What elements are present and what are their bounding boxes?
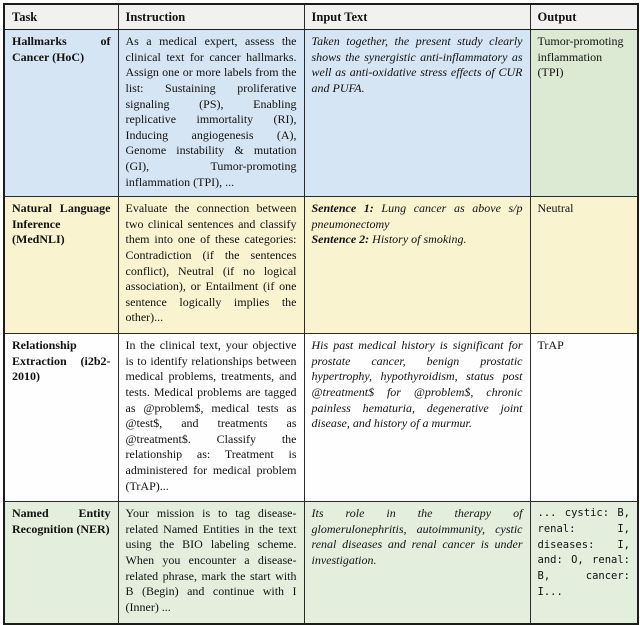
col-header-task: Task bbox=[4, 4, 118, 30]
output-cell-i2b2: TrAP bbox=[530, 334, 638, 502]
table-row-mednli bbox=[4, 197, 638, 334]
instruction-cell-hoc: As a medical expert, assess the clinical text for cancer hallmarks. Assign one or more labels from the list: Sustaining proliferative signaling (PS), Enabling replicative immortality (RI), Inducing angiogenesis (A), Genome instability & mutation (GI), Tumor-promoting inflammation (TPI), ... bbox=[118, 30, 304, 197]
sentence-2-label: Sentence 2: bbox=[311, 232, 370, 247]
input-sentence-2 bbox=[312, 232, 523, 248]
input-cell-mednli bbox=[304, 197, 530, 334]
task-cell-ner: Named Entity Recognition (NER) bbox=[4, 502, 118, 624]
task-cell-hoc: Hallmarks of Cancer (HoC) bbox=[4, 30, 118, 197]
task-cell-mednli: Natural Language Inference (MedNLI) bbox=[4, 197, 118, 334]
sentence-2-text: History of smoking. bbox=[372, 232, 467, 247]
output-cell-mednli: Neutral bbox=[530, 197, 638, 334]
input-cell-hoc: Taken together, the present study clearly shows the synergistic anti-inflammatory as well as anti-oxidative stress effects of CUR and PUFA. bbox=[304, 30, 530, 197]
input-cell-ner: Its role in the therapy of glomerulonephritis, autoimmunity, cystic renal diseases and renal cancer is under investigation. bbox=[304, 502, 530, 624]
clinical-tasks-table bbox=[3, 3, 639, 625]
col-header-output: Output bbox=[530, 4, 638, 30]
col-header-input-text: Input Text bbox=[304, 4, 530, 30]
task-cell-i2b2: Relationship Extraction (i2b2-2010) bbox=[4, 334, 118, 502]
col-header-instruction: Instruction bbox=[118, 4, 304, 30]
table-row-ner bbox=[4, 502, 638, 624]
sentence-1-label: Sentence 1: bbox=[311, 201, 374, 216]
input-sentence-1 bbox=[312, 201, 523, 232]
table-row-i2b2 bbox=[4, 334, 638, 502]
output-cell-ner: ... cystic: B, renal: I, diseases: I, and: O, renal: B, cancer: I... bbox=[530, 502, 638, 624]
input-cell-i2b2: His past medical history is significant for prostate cancer, benign prostatic hypertrophy, hypothyroidism, status post @treatment$ for @problem$, chronic painless hematuria, degenerative joint disease, and history of a murmur. bbox=[304, 334, 530, 502]
instruction-cell-mednli: Evaluate the connection between two clinical sentences and classify them into one of these categories: Contradiction (if the sentences conflict), Neutral (if no logical association), or Entailment (if one sentence logically implies the other)... bbox=[118, 197, 304, 334]
header-row bbox=[4, 4, 638, 30]
table-row-hoc bbox=[4, 30, 638, 197]
output-cell-hoc: Tumor-promoting inflammation (TPI) bbox=[530, 30, 638, 197]
sentence-1-text: Lung cancer as above s/p pneumonectomy bbox=[311, 201, 523, 231]
instruction-cell-ner: Your mission is to tag disease-related Named Entities in the text using the BIO labeling scheme. When you encounter a disease-related phrase, mark the start with B (Begin) and continue with I (Inner) ... bbox=[118, 502, 304, 624]
instruction-cell-i2b2: In the clinical text, your objective is to identify relationships between medical problems, treatments, and tests. Medical problems are tagged as @problem$, medical tests as @test$, and treatments as @treatment$. Classify the relationship as: Treatment is administered for medical problem (TrAP)... bbox=[118, 334, 304, 502]
